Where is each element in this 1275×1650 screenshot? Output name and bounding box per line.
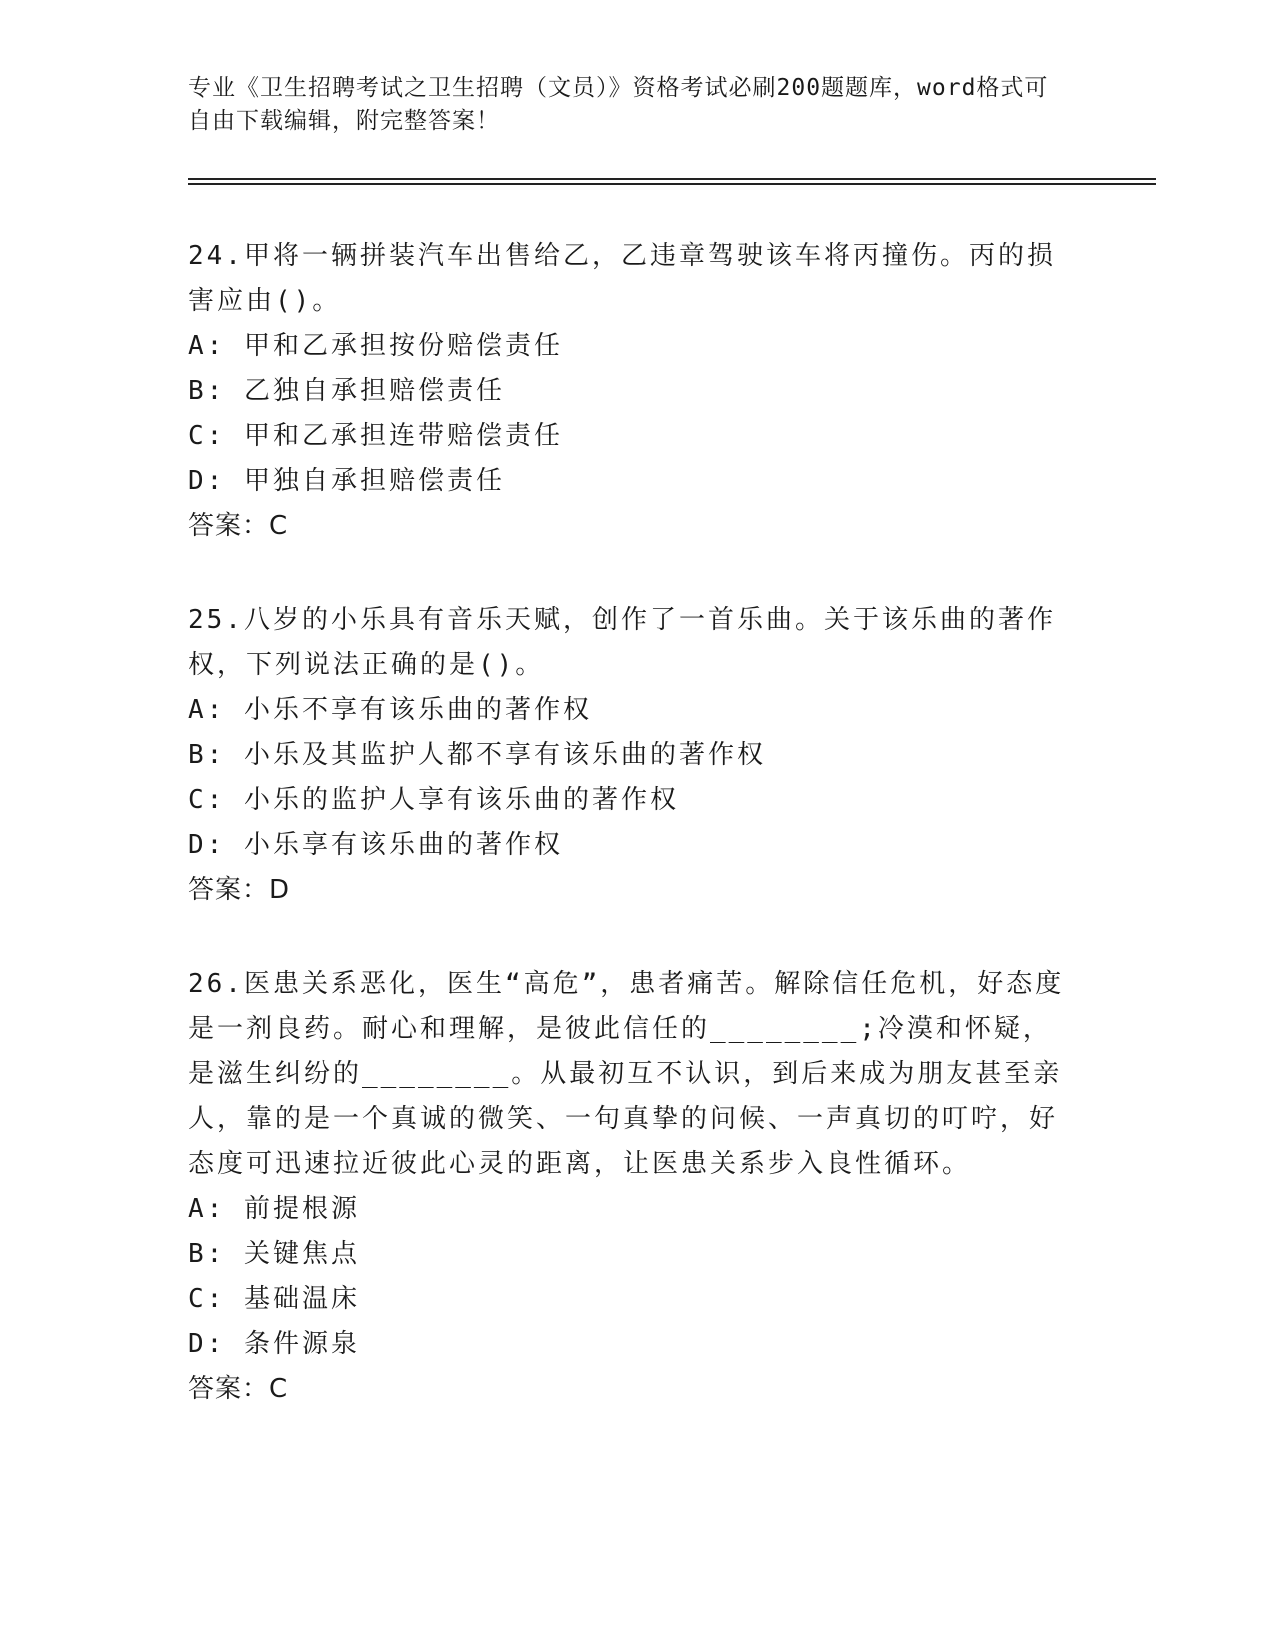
- option-b: B: 关键焦点: [188, 1239, 360, 1269]
- question-stem: 24.甲将一辆拼装汽车出售给乙，乙违章驾驶该车将丙撞伤。丙的损害应由()。: [188, 241, 1056, 316]
- option-a: A: 小乐不享有该乐曲的著作权: [188, 695, 592, 725]
- question-stem: 26.医患关系恶化，医生“高危”，患者痛苦。解除信任危机，好态度是一剂良药。耐心和理解，是彼此信任的________;冷漠和怀疑，是滋生纠纷的________。从最初互不认识，到后来成为朋友甚至亲人，靠的是一个真诚的微笑、一句真挚的问候、一声真切的叮咛，好态度可迅速拉近彼此心灵的距离，让医患关系步入良性循环。: [188, 969, 1065, 1179]
- option-c: C: 基础温床: [188, 1284, 360, 1314]
- option-d: D: 条件源泉: [188, 1329, 360, 1359]
- option-a: A: 甲和乙承担按份赔偿责任: [188, 331, 563, 361]
- question-stem: 25.八岁的小乐具有音乐天赋，创作了一首乐曲。关于该乐曲的著作权，下列说法正确的是()。: [188, 605, 1056, 680]
- answer: 答案：D: [188, 875, 291, 905]
- question-26: [188, 962, 1068, 1412]
- option-b: B: 乙独自承担赔偿责任: [188, 376, 505, 406]
- option-a: A: 前提根源: [188, 1194, 360, 1224]
- header-divider-top: [188, 178, 1156, 180]
- document-header: 专业《卫生招聘考试之卫生招聘（文员）》资格考试必刷200题题库，word格式可自由下载编辑，附完整答案！: [188, 75, 1049, 134]
- question-24: [188, 234, 1068, 549]
- option-c: C: 小乐的监护人享有该乐曲的著作权: [188, 785, 679, 815]
- header-divider-bottom: [188, 183, 1156, 185]
- option-d: D: 小乐享有该乐曲的著作权: [188, 830, 563, 860]
- option-b: B: 小乐及其监护人都不享有该乐曲的著作权: [188, 740, 766, 770]
- option-d: D: 甲独自承担赔偿责任: [188, 466, 505, 496]
- question-25: [188, 598, 1068, 913]
- answer: 答案：C: [188, 511, 289, 541]
- option-c: C: 甲和乙承担连带赔偿责任: [188, 421, 563, 451]
- answer: 答案：C: [188, 1374, 289, 1404]
